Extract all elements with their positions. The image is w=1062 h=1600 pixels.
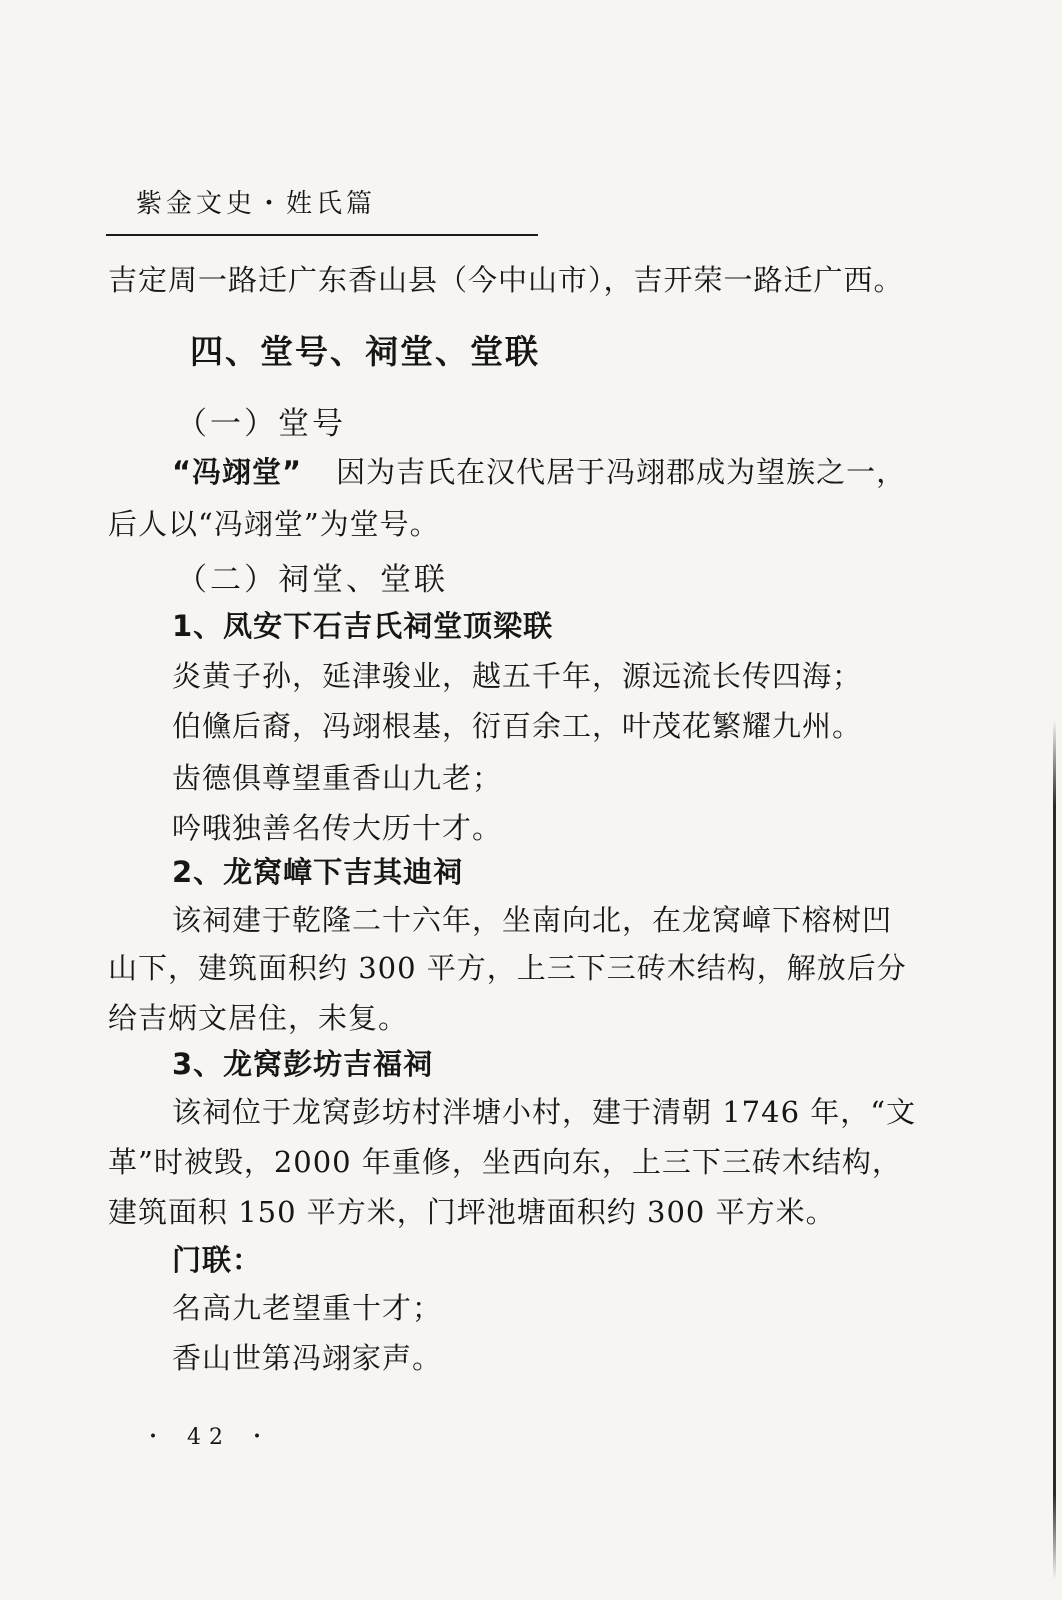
paragraph-line: 该祠位于龙窝彭坊村泮塘小村，建于清朝 1746 年，“文	[172, 1095, 917, 1129]
item-title: 2、龙窝嶂下吉其迪祠	[172, 855, 464, 889]
paragraph-line: 吉定周一路迁广东香山县（今中山市），吉开荣一路迁广西。	[108, 263, 904, 297]
couplet-line: 香山世第冯翊家声。	[172, 1341, 443, 1375]
subsection-title: （二）祠堂、堂联	[176, 562, 448, 598]
item-title: 1、凤安下石吉氏祠堂顶梁联	[172, 609, 554, 643]
item-title: 3、龙窝彭坊吉福祠	[172, 1047, 434, 1081]
paragraph-line: 建筑面积 150 平方米，门坪池塘面积约 300 平方米。	[108, 1195, 836, 1229]
couplet-line: 炎黄子孙，延津骏业，越五千年，源远流长传四海；	[172, 659, 863, 693]
paragraph-line: 该祠建于乾隆二十六年，坐南向北，在龙窝嶂下榕树凹	[172, 903, 893, 937]
header-rule	[106, 234, 538, 236]
section-title: 四、堂号、祠堂、堂联	[190, 332, 540, 371]
paragraph-line: 给吉炳文居住，未复。	[108, 1001, 409, 1035]
paragraph-line: 后人以“冯翊堂”为堂号。	[108, 507, 440, 541]
couplet-line: 吟哦独善名传大历十才。	[172, 811, 503, 845]
door-couplet-label: 门联：	[172, 1243, 263, 1277]
hall-name-label: “冯翊堂”	[172, 455, 303, 489]
couplet-line: 齿德俱尊望重香山九老；	[172, 761, 503, 795]
paragraph-line: 山下，建筑面积约 300 平方，上三下三砖木结构，解放后分	[108, 951, 907, 985]
couplet-line: 伯儵后裔，冯翊根基，衍百余工，叶茂花繁耀九州。	[172, 709, 863, 743]
couplet-line: 名高九老望重十才；	[172, 1291, 443, 1325]
page-number: ・ 42 ・	[142, 1425, 276, 1450]
subsection-title: （一）堂号	[176, 406, 346, 442]
paragraph-line	[172, 450, 906, 491]
hall-name-text: 因为吉氏在汉代居于冯翊郡成为望族之一，	[336, 455, 907, 489]
scan-edge-shadow	[1053, 720, 1056, 1580]
running-header: 紫金文史・姓氏篇	[136, 189, 377, 219]
paragraph-line: 革”时被毁，2000 年重修，坐西向东，上三下三砖木结构，	[108, 1145, 902, 1179]
